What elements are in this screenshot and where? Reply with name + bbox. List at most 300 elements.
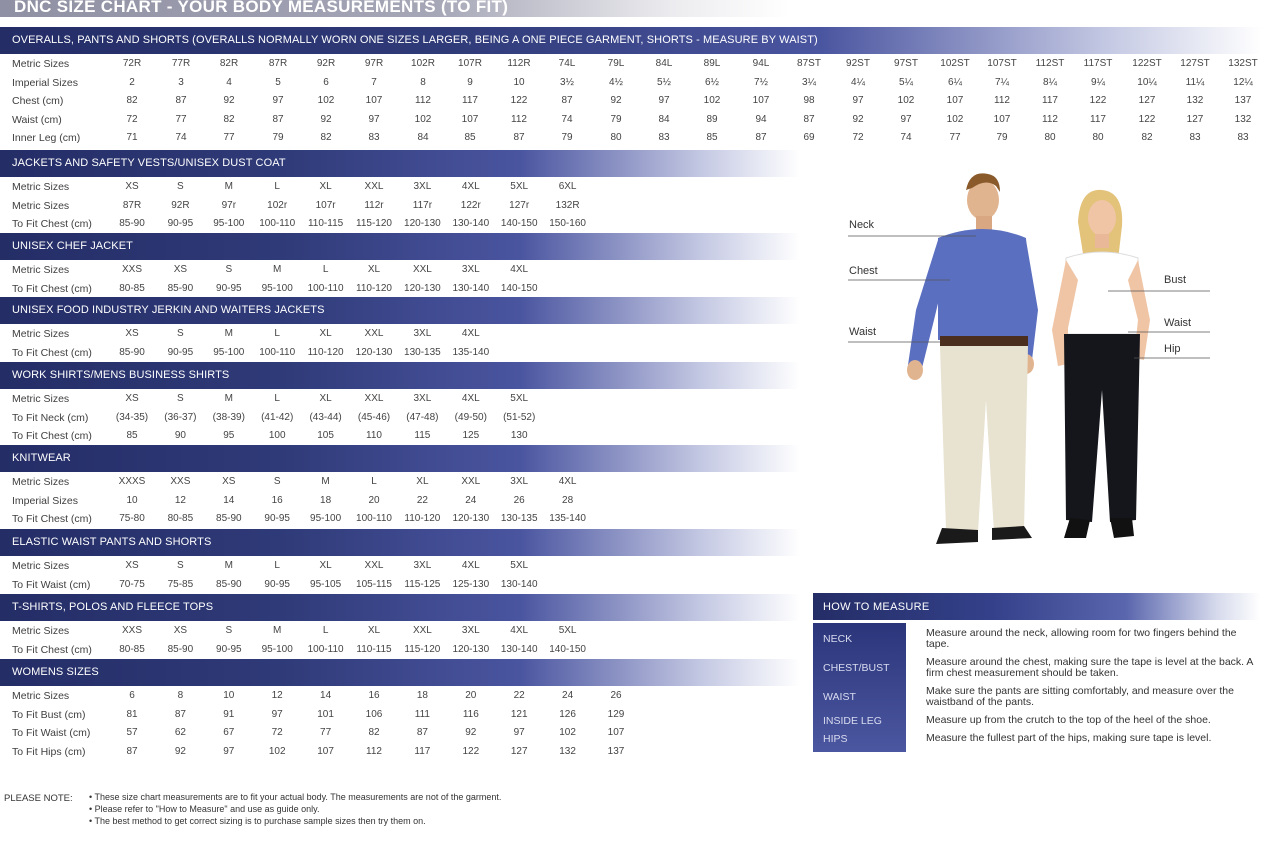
table-cell: 18 (416, 690, 428, 701)
table-row (0, 324, 800, 343)
table-cell: S (177, 560, 184, 571)
table-cell: 4½ (609, 76, 623, 88)
desc-chest-bust: Measure around the chest, making sure the tape is level at the back. A firm chest measurement should be taken. (926, 656, 1253, 679)
row-label: Metric Sizes (12, 199, 70, 212)
table-cell: 74 (175, 132, 187, 143)
row-label: Metric Sizes (12, 560, 70, 572)
table-cell: 6XL (558, 181, 577, 192)
table-cell: 12 (174, 494, 186, 506)
page-title: DNC SIZE CHART - YOUR BODY MEASUREMENTS (TO FIT) (14, 0, 509, 16)
table-cell: (47-48) (406, 411, 439, 423)
table-cell: 87 (416, 727, 428, 738)
table-cell: 120-130 (452, 643, 490, 655)
table-cell: (38-39) (212, 411, 245, 423)
table-cell: 102 (897, 95, 915, 106)
row-label: Metric Sizes (12, 181, 70, 193)
row-label: To Fit Chest (cm) (12, 346, 92, 359)
term-waist: WAIST (823, 691, 856, 703)
table-cell: 95-100 (261, 643, 293, 655)
table-cell: 82R (219, 58, 239, 69)
table-cell: 92 (610, 95, 622, 106)
table-cell: 77 (223, 132, 235, 143)
table-cell: 10 (126, 494, 138, 506)
note-item: • Please refer to "How to Measure" and use as guide only. (89, 804, 320, 814)
table-cell: XXS (121, 264, 143, 275)
term-inside-leg: INSIDE LEG (823, 715, 882, 727)
table-cell: 127ST (1180, 58, 1210, 69)
table-cell: M (273, 264, 282, 275)
table-cell: XXL (461, 476, 481, 487)
table-cell: 84 (658, 113, 670, 125)
table-cell: 12 (271, 690, 283, 701)
table-cell: XXL (364, 560, 384, 571)
table-cell: 24 (562, 690, 574, 701)
table-cell: M (224, 328, 233, 339)
table-cell: XXL (364, 328, 384, 339)
table-cell: 90-95 (264, 578, 290, 590)
table-cell: 85-90 (119, 218, 145, 229)
section-title: UNISEX FOOD INDUSTRY JERKIN AND WAITERS JACKETS (12, 304, 325, 316)
table-cell: 3XL (413, 328, 432, 339)
row-label: Metric Sizes (12, 690, 70, 702)
table-cell: 5¼ (899, 76, 913, 88)
section-header (0, 594, 800, 621)
table-cell: 94 (755, 113, 767, 125)
table-cell: 3½ (560, 76, 574, 88)
table-cell: 107 (317, 745, 334, 757)
table-cell: 107 (752, 95, 770, 106)
section-header (0, 27, 1262, 54)
table-cell: 140-150 (500, 282, 538, 294)
table-cell: 92 (223, 95, 235, 106)
section-title: WOMENS SIZES (12, 666, 99, 678)
table-cell: 4¼ (851, 76, 865, 88)
table-cell: 72R (122, 58, 142, 69)
table-cell: 125 (462, 430, 480, 441)
table-cell: 132 (559, 745, 576, 757)
table-cell: 92 (852, 113, 864, 125)
size-section (0, 27, 1262, 147)
table-cell: (43-44) (309, 411, 342, 423)
table-cell: 140-150 (549, 643, 586, 655)
table-cell: 102R (411, 58, 435, 69)
table-row (0, 214, 800, 233)
table-cell: 79 (996, 132, 1008, 143)
table-cell: 130-140 (500, 643, 538, 655)
table-cell: 87 (175, 95, 187, 106)
table-cell: 80-85 (119, 643, 145, 655)
table-cell: 10 (513, 76, 525, 88)
neck-label: Neck (849, 219, 875, 231)
table-cell: XS (125, 328, 139, 339)
table-cell: 10 (223, 690, 235, 701)
table-cell: 94L (752, 58, 770, 69)
table-cell: 87ST (797, 58, 821, 69)
table-cell: 26 (610, 690, 622, 701)
table-cell: 97 (852, 95, 864, 106)
size-section (0, 297, 800, 361)
table-cell: 6½ (705, 76, 719, 88)
size-section (0, 659, 800, 760)
notes-label: PLEASE NOTE: (4, 793, 73, 804)
table-row (0, 705, 800, 724)
table-cell: 112 (415, 95, 431, 106)
table-cell: 90-95 (167, 218, 194, 229)
desc-hips: Measure the fullest part of the hips, making sure tape is level. (926, 732, 1212, 744)
table-cell: 102 (317, 95, 335, 106)
table-cell: (41-42) (261, 411, 294, 423)
table-cell: 87 (755, 132, 767, 143)
table-cell: 79L (607, 58, 625, 69)
table-cell: 122 (462, 745, 480, 757)
table-cell: 75-80 (119, 513, 145, 524)
table-cell: 97 (513, 727, 525, 738)
desc-inside-leg: Measure up from the crutch to the top of the heel of the shoe. (926, 714, 1211, 726)
row-label: To Fit Neck (cm) (12, 411, 89, 424)
figures-illustration (838, 160, 1258, 580)
table-cell: 85-90 (216, 578, 242, 590)
table-cell: 80 (1044, 132, 1056, 143)
table-cell: 106 (365, 708, 383, 720)
note-item: • The best method to get correct sizing is to purchase sample sizes then try them on. (89, 816, 426, 826)
table-cell: 107ST (987, 58, 1017, 69)
table-cell: 80-85 (167, 513, 194, 524)
table-cell: XS (173, 264, 188, 275)
table-cell: M (224, 393, 233, 404)
table-cell: 97 (272, 95, 284, 106)
table-row (0, 426, 800, 445)
table-cell: 70-75 (119, 578, 145, 590)
table-cell: 117r (412, 199, 433, 211)
table-row (0, 54, 1262, 73)
table-cell: 102 (268, 745, 286, 757)
table-cell: XS (125, 393, 139, 404)
table-row (0, 640, 800, 659)
table-cell: 82 (368, 727, 380, 738)
section-title: WORK SHIRTS/MENS BUSINESS SHIRTS (12, 369, 230, 381)
table-row (0, 91, 1262, 110)
table-cell: 85 (464, 132, 476, 143)
table-row (0, 73, 1262, 92)
row-label: To Fit Waist (cm) (12, 727, 91, 739)
row-label: Metric Sizes (12, 476, 70, 488)
table-cell: 110-115 (307, 218, 344, 229)
table-cell: XL (319, 328, 332, 339)
table-cell: 22 (416, 494, 428, 506)
table-cell: 97R (364, 58, 384, 69)
table-cell: 92R (171, 199, 190, 211)
table-cell: 95-100 (213, 346, 245, 358)
table-cell: 72 (852, 132, 864, 143)
table-cell: 127r (509, 199, 530, 211)
table-cell: 112R (507, 58, 531, 69)
table-cell: 132 (1234, 113, 1252, 125)
table-cell: 87 (174, 708, 186, 720)
table-cell: XL (416, 476, 429, 487)
table-cell: XL (319, 393, 332, 404)
table-cell: 7 (371, 76, 377, 88)
table-cell: 107r (315, 199, 336, 211)
table-cell: 130-135 (404, 346, 441, 358)
row-label: To Fit Waist (cm) (12, 578, 91, 591)
table-cell: (51-52) (503, 411, 536, 423)
table-cell: 8¼ (1043, 76, 1057, 88)
hip-label: Hip (1164, 343, 1181, 355)
table-cell: 82 (223, 113, 235, 125)
table-row (0, 128, 1262, 147)
table-cell: 11¼ (1185, 76, 1205, 88)
table-cell: XL (367, 264, 381, 275)
table-cell: 100-110 (259, 346, 296, 358)
table-cell: 75-85 (167, 578, 194, 590)
table-row (0, 260, 800, 279)
measurement-figures (838, 160, 1258, 580)
table-cell: 87R (268, 58, 288, 69)
table-row (0, 575, 800, 594)
table-cell: 127 (510, 745, 528, 757)
table-row (0, 279, 800, 298)
table-cell: 20 (368, 494, 380, 506)
table-cell: 107 (365, 95, 383, 106)
row-label: Inner Leg (cm) (12, 132, 81, 144)
table-cell: 5 (275, 76, 281, 88)
size-section (0, 233, 800, 297)
table-cell: 10¼ (1137, 76, 1157, 88)
table-cell: 100-110 (356, 513, 392, 524)
table-row (0, 110, 1262, 129)
section-title: UNISEX CHEF JACKET (12, 240, 133, 252)
row-label: Chest (cm) (12, 95, 64, 107)
section-header (0, 445, 800, 472)
table-cell: 77R (171, 58, 191, 69)
table-cell: 107 (607, 727, 625, 738)
row-label: Metric Sizes (12, 328, 70, 340)
table-cell: 95-100 (310, 513, 342, 524)
table-cell: 125-130 (452, 578, 490, 590)
table-cell: 101 (317, 708, 334, 720)
table-cell: 90-95 (216, 643, 242, 655)
table-cell: 92 (465, 727, 477, 738)
how-to-measure-title: HOW TO MEASURE (823, 601, 930, 613)
table-cell: 72 (271, 727, 283, 738)
table-row (0, 408, 800, 427)
table-cell: XL (367, 625, 381, 636)
row-label: To Fit Chest (cm) (12, 218, 92, 230)
row-label: To Fit Chest (cm) (12, 282, 92, 295)
table-cell: 83 (1189, 132, 1201, 143)
table-cell: 4XL (461, 560, 480, 571)
table-cell: 87 (561, 95, 573, 106)
table-cell: 5XL (510, 560, 529, 571)
table-cell: 112 (994, 95, 1010, 106)
table-cell: 115-120 (404, 643, 441, 655)
table-cell: 127 (1186, 113, 1204, 125)
table-cell: L (322, 264, 329, 275)
table-cell: 71 (126, 132, 138, 143)
section-title: T-SHIRTS, POLOS AND FLEECE TOPS (12, 601, 214, 613)
table-cell: 97ST (894, 58, 918, 69)
row-label: Waist (cm) (12, 113, 62, 126)
how-to-measure-panel (813, 593, 1260, 753)
table-cell: 97 (368, 113, 380, 125)
how-to-measure-header (813, 593, 1260, 620)
table-cell: 122 (1138, 113, 1156, 125)
table-cell: 116 (462, 708, 479, 720)
table-cell: 110 (366, 430, 382, 441)
title-bar (0, 0, 790, 17)
table-row (0, 177, 800, 196)
table-cell: 3XL (413, 181, 432, 192)
desc-neck: Measure around the neck, allowing room for two fingers behind the tape. (926, 627, 1237, 650)
table-cell: 79 (272, 132, 284, 143)
table-row (0, 742, 800, 761)
chest-label: Chest (849, 265, 878, 277)
table-cell: 129 (607, 708, 625, 720)
table-cell: XXS (121, 625, 143, 636)
table-row (0, 343, 800, 362)
section-header (0, 233, 800, 260)
table-cell: L (274, 181, 280, 192)
table-cell: 127 (1138, 95, 1156, 106)
row-label: Metric Sizes (12, 393, 70, 405)
table-cell: 87R (122, 199, 142, 211)
size-section (0, 445, 800, 528)
table-cell: 140-150 (500, 218, 538, 229)
table-cell: L (371, 476, 377, 487)
table-cell: 92ST (846, 58, 870, 69)
table-cell: 87 (803, 113, 815, 125)
table-cell: 117 (1042, 95, 1058, 106)
row-label: Imperial Sizes (12, 76, 78, 89)
table-cell: 4 (226, 76, 232, 88)
table-cell: 135-140 (452, 346, 490, 358)
table-cell: 22 (513, 690, 525, 701)
table-cell: 14 (320, 690, 332, 701)
section-header (0, 529, 800, 556)
table-cell: 3XL (413, 393, 432, 404)
size-section (0, 529, 800, 593)
table-cell: 102 (946, 113, 964, 125)
table-cell: 117 (1090, 113, 1106, 125)
table-cell: 6¼ (948, 76, 962, 88)
section-header (0, 659, 800, 686)
table-cell: 95-105 (310, 578, 342, 590)
row-label: To Fit Chest (cm) (12, 643, 92, 656)
table-cell: XXL (412, 625, 432, 636)
table-cell: 4XL (461, 393, 480, 404)
table-cell: 79 (610, 113, 622, 125)
table-cell: 117 (462, 95, 478, 106)
term-chest-bust: CHEST/BUST (823, 662, 890, 674)
table-cell: 92 (320, 113, 332, 125)
table-cell: 102 (703, 95, 721, 106)
table-cell: 85 (706, 132, 718, 143)
desc-waist: Make sure the pants are sitting comfortably, and measure over the waistband of the pants. (926, 685, 1234, 708)
table-cell: 16 (271, 494, 283, 506)
table-cell: 77 (320, 727, 332, 738)
table-cell: 121 (510, 708, 528, 720)
table-cell: XS (125, 560, 139, 571)
table-cell: 137 (607, 745, 625, 757)
table-cell: 87 (272, 113, 284, 125)
table-cell: 95-100 (213, 218, 245, 229)
table-cell: 14 (223, 494, 235, 506)
table-cell: 5XL (558, 625, 577, 636)
table-cell: 8 (177, 690, 184, 701)
table-cell: 84L (655, 58, 673, 69)
table-cell: 107R (458, 58, 482, 69)
row-label: To Fit Chest (cm) (12, 430, 92, 442)
table-cell: 105 (317, 430, 334, 441)
table-cell: 89L (703, 58, 721, 69)
table-cell: 100 (268, 430, 286, 441)
table-cell: M (224, 181, 233, 192)
table-cell: 62 (174, 727, 186, 738)
table-row (0, 472, 800, 491)
table-cell: 98 (803, 95, 815, 106)
table-cell: 3¼ (802, 76, 816, 88)
table-cell: S (225, 625, 233, 636)
table-cell: 3XL (461, 264, 480, 275)
table-cell: 79 (561, 132, 573, 143)
bust-label: Bust (1164, 274, 1187, 286)
table-cell: 120-130 (355, 346, 393, 358)
table-cell: 100-110 (307, 282, 344, 294)
table-cell: 77 (175, 113, 187, 125)
table-cell: 102r (267, 199, 288, 211)
table-row (0, 723, 800, 742)
table-cell: XXS (170, 476, 191, 487)
table-cell: M (273, 625, 282, 636)
table-cell: 102 (414, 113, 432, 125)
table-cell: 100-110 (259, 218, 296, 229)
table-row (0, 509, 800, 528)
table-cell: 97r (221, 199, 237, 211)
table-cell: (45-46) (357, 411, 391, 423)
table-cell: 4XL (461, 328, 480, 339)
table-cell: 102ST (940, 58, 970, 69)
table-cell: 122ST (1132, 58, 1162, 69)
table-cell: 130-135 (500, 513, 538, 524)
table-cell: 89 (706, 113, 718, 125)
table-cell: 90-95 (167, 346, 194, 358)
table-cell: 110-120 (356, 282, 392, 294)
table-cell: 28 (562, 494, 574, 506)
table-row (0, 686, 800, 705)
table-cell: 117 (414, 745, 431, 757)
table-cell: XXL (412, 264, 432, 275)
table-row (0, 556, 800, 575)
table-cell: L (274, 393, 280, 404)
table-cell: 112 (511, 113, 527, 125)
table-cell: 85-90 (167, 643, 194, 655)
row-label: To Fit Chest (cm) (12, 513, 92, 525)
section-title: KNITWEAR (12, 452, 71, 464)
row-label: Metric Sizes (12, 58, 70, 70)
table-cell: S (225, 264, 233, 275)
table-cell: 107 (461, 113, 479, 125)
size-section (0, 150, 800, 233)
table-cell: 126 (559, 708, 576, 720)
table-cell: 122 (510, 95, 528, 106)
size-section (0, 594, 800, 658)
table-cell: 3XL (413, 560, 432, 571)
table-row (0, 621, 800, 640)
table-cell: 97 (900, 113, 912, 125)
table-cell: M (224, 560, 233, 571)
table-cell: 130 (510, 430, 528, 441)
table-cell: 92R (316, 58, 336, 69)
